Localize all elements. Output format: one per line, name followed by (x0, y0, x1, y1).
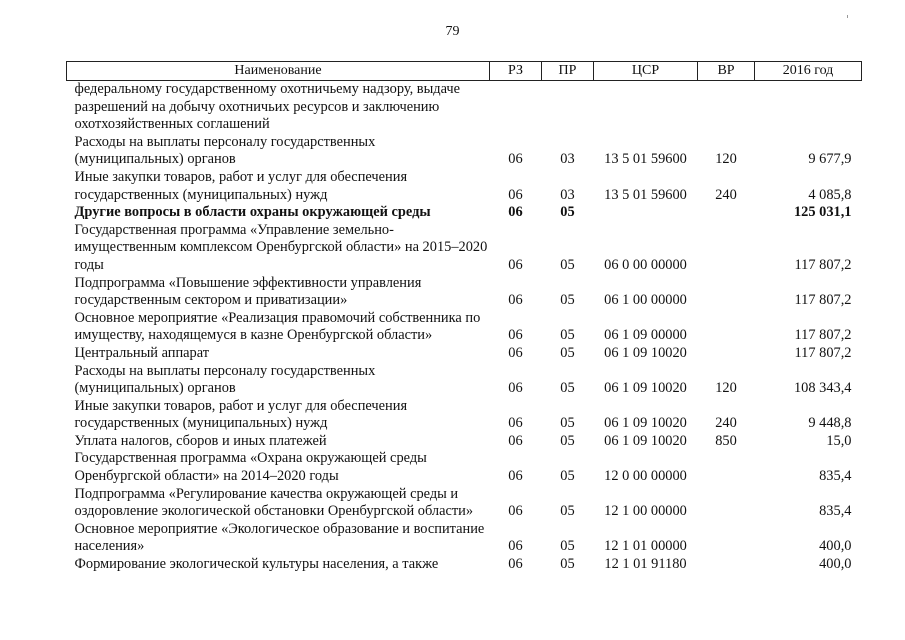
cell-amount: 117 807,2 (794, 292, 852, 309)
cell-csr (594, 204, 698, 222)
cell-name: Основное мероприятие «Экологическое образование и воспитание населения» (74, 520, 485, 555)
cell-vr (698, 450, 755, 485)
cell-vr: 240 (715, 415, 737, 432)
cell-pr: 05 (560, 468, 575, 485)
cell-amount: 4 085,8 (808, 186, 852, 203)
cell-pr (542, 81, 594, 134)
cell-name: Иные закупки товаров, работ и услуг для обеспечения государственных (муниципальных) нужд (74, 168, 408, 203)
cell-name: Формирование экологической культуры населения, а также (74, 556, 439, 573)
cell-vr (698, 222, 755, 275)
table-row (67, 398, 862, 433)
table-row (67, 275, 862, 310)
cell-rz: 06 (508, 327, 523, 344)
cell-csr: 06 1 00 00000 (604, 292, 687, 309)
cell-csr: 06 1 09 10020 (604, 415, 687, 432)
cell-amount: 400,0 (819, 556, 852, 573)
header-name: Наименование (67, 62, 490, 81)
cell-pr: 03 (560, 151, 575, 168)
cell-name: Государственная программа «Управление земельно-имущественным комплексом Оренбургской области» на 2015–2020 годы (74, 221, 488, 273)
header-rz: РЗ (490, 62, 542, 81)
table-header-row (67, 62, 862, 81)
cell-name: Подпрограмма «Регулирование качества окружающей среды и оздоровление экологической обстановки Оренбургской области» (74, 485, 474, 520)
header-amount: 2016 год (755, 62, 862, 81)
table-row (67, 81, 862, 134)
cell-pr: 03 (560, 186, 575, 203)
cell-amount: 835,4 (819, 503, 852, 520)
cell-amount: 9 677,9 (808, 151, 852, 168)
cell-rz: 06 (508, 256, 523, 273)
cell-pr: 05 (560, 380, 575, 397)
cell-rz: 06 (508, 415, 523, 432)
cell-rz: 06 (508, 380, 523, 397)
cell-amount: 15,0 (826, 432, 852, 449)
cell-vr (698, 81, 755, 134)
cell-pr: 05 (560, 292, 575, 309)
cell-pr: 05 (560, 556, 575, 573)
cell-pr: 05 (560, 415, 575, 432)
scan-mark (847, 15, 848, 18)
cell-csr: 13 5 01 59600 (604, 151, 687, 168)
table-row (67, 204, 862, 222)
cell-amount: 108 343,4 (793, 380, 852, 397)
table-row (67, 556, 862, 574)
cell-name: Центральный аппарат (74, 344, 210, 361)
cell-csr: 12 1 00 00000 (604, 503, 687, 520)
cell-csr: 06 1 09 10020 (604, 344, 687, 361)
cell-pr: 05 (560, 204, 575, 221)
cell-vr: 120 (715, 151, 737, 168)
cell-rz (490, 81, 542, 134)
cell-name: федеральному государственному охотничьему надзору, выдаче разрешений на добычу охотничьих ресурсов и заключению охотхозяйственных соглашений (74, 81, 461, 133)
cell-vr (698, 275, 755, 310)
table-row (67, 433, 862, 451)
cell-rz: 06 (508, 503, 523, 520)
cell-rz: 06 (508, 151, 523, 168)
cell-name: Уплата налогов, сборов и иных платежей (74, 432, 327, 449)
cell-name: Расходы на выплаты персоналу государственных (муниципальных) органов (74, 133, 376, 168)
budget-table (66, 61, 862, 574)
cell-amount: 9 448,8 (808, 415, 852, 432)
cell-amount: 125 031,1 (793, 204, 852, 221)
cell-csr (594, 81, 698, 134)
cell-amount: 117 807,2 (794, 256, 852, 273)
table-body (67, 81, 862, 574)
cell-name: Расходы на выплаты персоналу государственных (муниципальных) органов (74, 362, 376, 397)
header-csr: ЦСР (594, 62, 698, 81)
cell-vr (698, 486, 755, 521)
cell-pr: 05 (560, 503, 575, 520)
cell-csr: 12 1 01 00000 (604, 538, 687, 555)
cell-vr: 120 (715, 380, 737, 397)
table-row (67, 363, 862, 398)
table-row (67, 345, 862, 363)
cell-vr (698, 204, 755, 222)
cell-name: Основное мероприятие «Реализация правомочий собственника по имуществу, находящемуся в казне Оренбургской области» (74, 309, 481, 344)
table-row (67, 169, 862, 204)
cell-rz: 06 (508, 204, 523, 221)
cell-amount: 400,0 (819, 538, 852, 555)
cell-amount: 117 807,2 (794, 327, 852, 344)
cell-pr: 05 (560, 344, 575, 361)
table-row (67, 134, 862, 169)
table-row (67, 222, 862, 275)
cell-rz: 06 (508, 538, 523, 555)
cell-vr (698, 310, 755, 345)
cell-pr: 05 (560, 327, 575, 344)
cell-rz: 06 (508, 344, 523, 361)
cell-vr (698, 521, 755, 556)
table-row (67, 486, 862, 521)
cell-csr: 06 1 09 00000 (604, 327, 687, 344)
cell-vr: 850 (715, 432, 737, 449)
cell-pr: 05 (560, 432, 575, 449)
cell-amount: 117 807,2 (794, 344, 852, 361)
cell-rz: 06 (508, 556, 523, 573)
header-vr: ВР (698, 62, 755, 81)
cell-name: Другие вопросы в области охраны окружающей среды (74, 204, 431, 221)
cell-vr (698, 556, 755, 574)
header-pr: ПР (542, 62, 594, 81)
cell-vr (698, 345, 755, 363)
cell-csr: 06 1 09 10020 (604, 380, 687, 397)
cell-csr: 13 5 01 59600 (604, 186, 687, 203)
cell-amount (755, 81, 862, 134)
cell-pr: 05 (560, 256, 575, 273)
cell-rz: 06 (508, 292, 523, 309)
cell-rz: 06 (508, 468, 523, 485)
cell-rz: 06 (508, 432, 523, 449)
cell-amount: 835,4 (819, 468, 852, 485)
table-row (67, 521, 862, 556)
cell-rz: 06 (508, 186, 523, 203)
cell-csr: 12 0 00 00000 (604, 468, 687, 485)
cell-csr: 12 1 01 91180 (604, 556, 687, 573)
table-row (67, 450, 862, 485)
cell-name: Иные закупки товаров, работ и услуг для обеспечения государственных (муниципальных) нужд (74, 397, 408, 432)
cell-name: Подпрограмма «Повышение эффективности управления государственным сектором и приватизации» (74, 274, 422, 309)
table-row (67, 310, 862, 345)
cell-vr: 240 (715, 186, 737, 203)
cell-pr: 05 (560, 538, 575, 555)
cell-csr: 06 1 09 10020 (604, 432, 687, 449)
cell-csr: 06 0 00 00000 (604, 256, 687, 273)
page-number: 79 (445, 24, 460, 39)
cell-name: Государственная программа «Охрана окружающей среды Оренбургской области» на 2014–2020 годы (74, 450, 427, 485)
